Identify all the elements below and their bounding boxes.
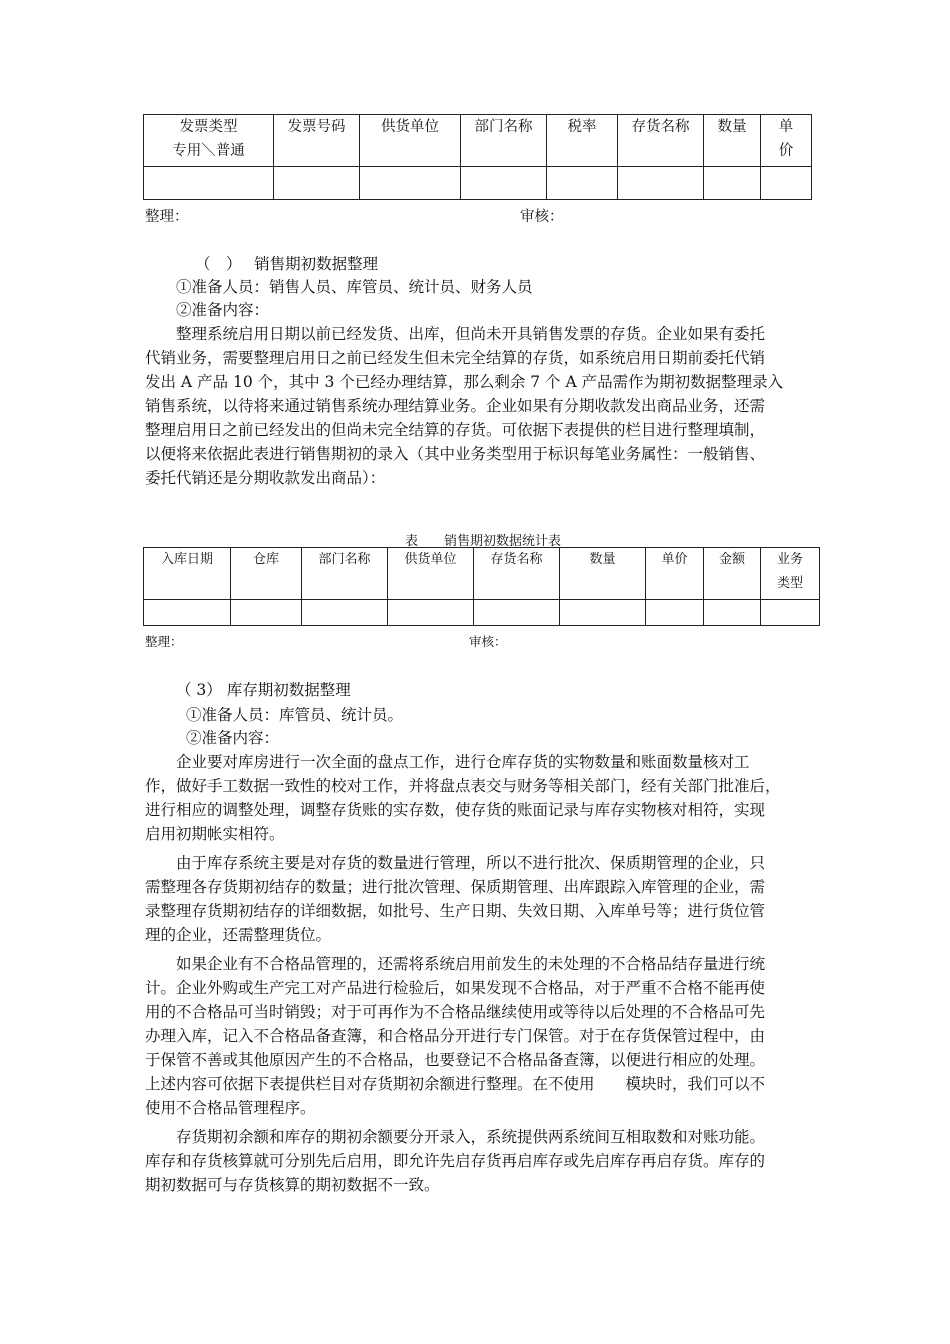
paragraph-line: 进行相应的调整处理，调整存货账的实存数，使存货的账面记录与库存实物核对相符，实现 — [145, 801, 766, 819]
personnel-line: ①准备人员：库管员、统计员。 — [186, 706, 404, 724]
prepared-by-label: 整理： — [145, 209, 189, 225]
col-quantity: 数量 — [704, 115, 761, 167]
paragraph-line: 需整理各存货期初结存的数量；进行批次管理、保质期管理、出库跟踪入库管理的企业，需 — [145, 878, 766, 896]
col-unit-price: 单 价 — [761, 115, 812, 167]
table-header-row — [144, 115, 812, 167]
paragraph-line: 整理启用日之前已经发出的但尚未完全结算的存货。可依据下表提供的栏目进行整理填制， — [145, 421, 766, 439]
paragraph-line: 计。企业外购或生产完工对产品进行检验后，如果发现不合格品，对于严重不合格不能再使 — [145, 979, 766, 997]
col-item-name: 存货名称 — [618, 115, 704, 167]
col-amount: 金额 — [704, 548, 761, 600]
paragraph-line: 企业要对库房进行一次全面的盘点工作，进行仓库存货的实物数量和账面数量核对工 — [176, 753, 750, 771]
content-label: ②准备内容： — [186, 729, 280, 747]
paragraph-line: 整理系统启用日期以前已经发货、出库，但尚未开具销售发票的存货。企业如果有委托 — [176, 325, 766, 343]
paragraph-line: 录整理存货期初结存的详细数据，如批号、生产日期、失效日期、入库单号等；进行货位管 — [145, 902, 766, 920]
paragraph-line: 库存和存货核算就可分别先后启用，即允许先启存货再启库存或先启库存再启存货。库存的 — [145, 1152, 766, 1170]
paragraph-line: 用的不合格品可当时销毁；对于可再作为不合格品继续使用或等待以后处理的不合格品可先 — [145, 1003, 766, 1021]
reviewed-by-label: 审核： — [520, 209, 564, 225]
paragraph-line: 于保管不善或其他原因产生的不合格品，也要登记不合格品备查簿，以便进行相应的处理。 — [145, 1051, 766, 1069]
paragraph-line: 销售系统，以待将来通过销售系统办理结算业务。企业如果有分期收款发出商品业务，还需 — [145, 397, 766, 415]
table-caption: 表 销售期初数据统计表 — [405, 534, 562, 549]
col-tax-rate: 税率 — [547, 115, 618, 167]
col-supplier: 供货单位 — [360, 115, 461, 167]
paragraph-line: 期初数据可与存货核算的期初数据不一致。 — [145, 1176, 440, 1194]
section-heading: （ ） 销售期初数据整理 — [195, 255, 379, 273]
paragraph-line: 启用初期帐实相符。 — [145, 825, 285, 843]
col-department: 部门名称 — [302, 548, 388, 600]
col-department: 部门名称 — [461, 115, 547, 167]
col-unit-price: 单价 — [646, 548, 704, 600]
table-row — [144, 600, 820, 626]
invoice-table — [143, 114, 812, 200]
col-quantity: 数量 — [560, 548, 646, 600]
paragraph-line: 以便将来依据此表进行销售期初的录入（其中业务类型用于标识每笔业务属性：一般销售、 — [145, 445, 766, 463]
paragraph-line: 存货期初余额和库存的期初余额要分开录入，系统提供两系统间互相取数和对账功能。 — [176, 1128, 766, 1146]
section-heading: （ 3） 库存期初数据整理 — [176, 681, 351, 699]
paragraph-line: 使用不合格品管理程序。 — [145, 1099, 316, 1117]
paragraph-line: 委托代销还是分期收款发出商品）： — [145, 469, 386, 487]
col-business-type: 业务 类型 — [761, 548, 820, 600]
content-label: ②准备内容： — [176, 301, 270, 319]
sales-opening-table — [143, 547, 820, 626]
prepared-by-label: 整理： — [145, 634, 183, 649]
col-supplier: 供货单位 — [388, 548, 474, 600]
table-row — [144, 167, 812, 200]
reviewed-by-label: 审核： — [469, 634, 507, 649]
paragraph-line: 理的企业，还需整理货位。 — [145, 926, 332, 944]
table-header-row — [144, 548, 820, 600]
paragraph-line: 上述内容可依据下表提供栏目对存货期初余额进行整理。在不使用 模块时，我们可以不 — [145, 1075, 766, 1093]
col-item-name: 存货名称 — [474, 548, 560, 600]
col-stock-in-date: 入库日期 — [144, 548, 231, 600]
paragraph-line: 如果企业有不合格品管理的，还需将系统启用前发生的未处理的不合格品结存量进行统 — [176, 955, 766, 973]
paragraph-line: 发出 A 产品 10 个，其中 3 个已经办理结算，那么剩余 7 个 A 产品需作为期初数据整理录入 — [145, 373, 784, 391]
col-warehouse: 仓库 — [231, 548, 302, 600]
col-invoice-type: 发票类型 专用＼普通 — [144, 115, 274, 167]
paragraph-line: 由于库存系统主要是对存货的数量进行管理，所以不进行批次、保质期管理的企业，只 — [176, 854, 766, 872]
personnel-line: ①准备人员：销售人员、库管员、统计员、财务人员 — [176, 278, 533, 296]
paragraph-line: 办理入库，记入不合格品备查簿，和合格品分开进行专门保管。对于在存货保管过程中，由 — [145, 1027, 766, 1045]
col-invoice-number: 发票号码 — [274, 115, 360, 167]
paragraph-line: 作，做好手工数据一致性的校对工作，并将盘点表交与财务等相关部门，经有关部门批准后， — [145, 777, 781, 795]
paragraph-line: 代销业务，需要整理启用日之前已经发生但未完全结算的存货，如系统启用日期前委托代销 — [145, 349, 766, 367]
